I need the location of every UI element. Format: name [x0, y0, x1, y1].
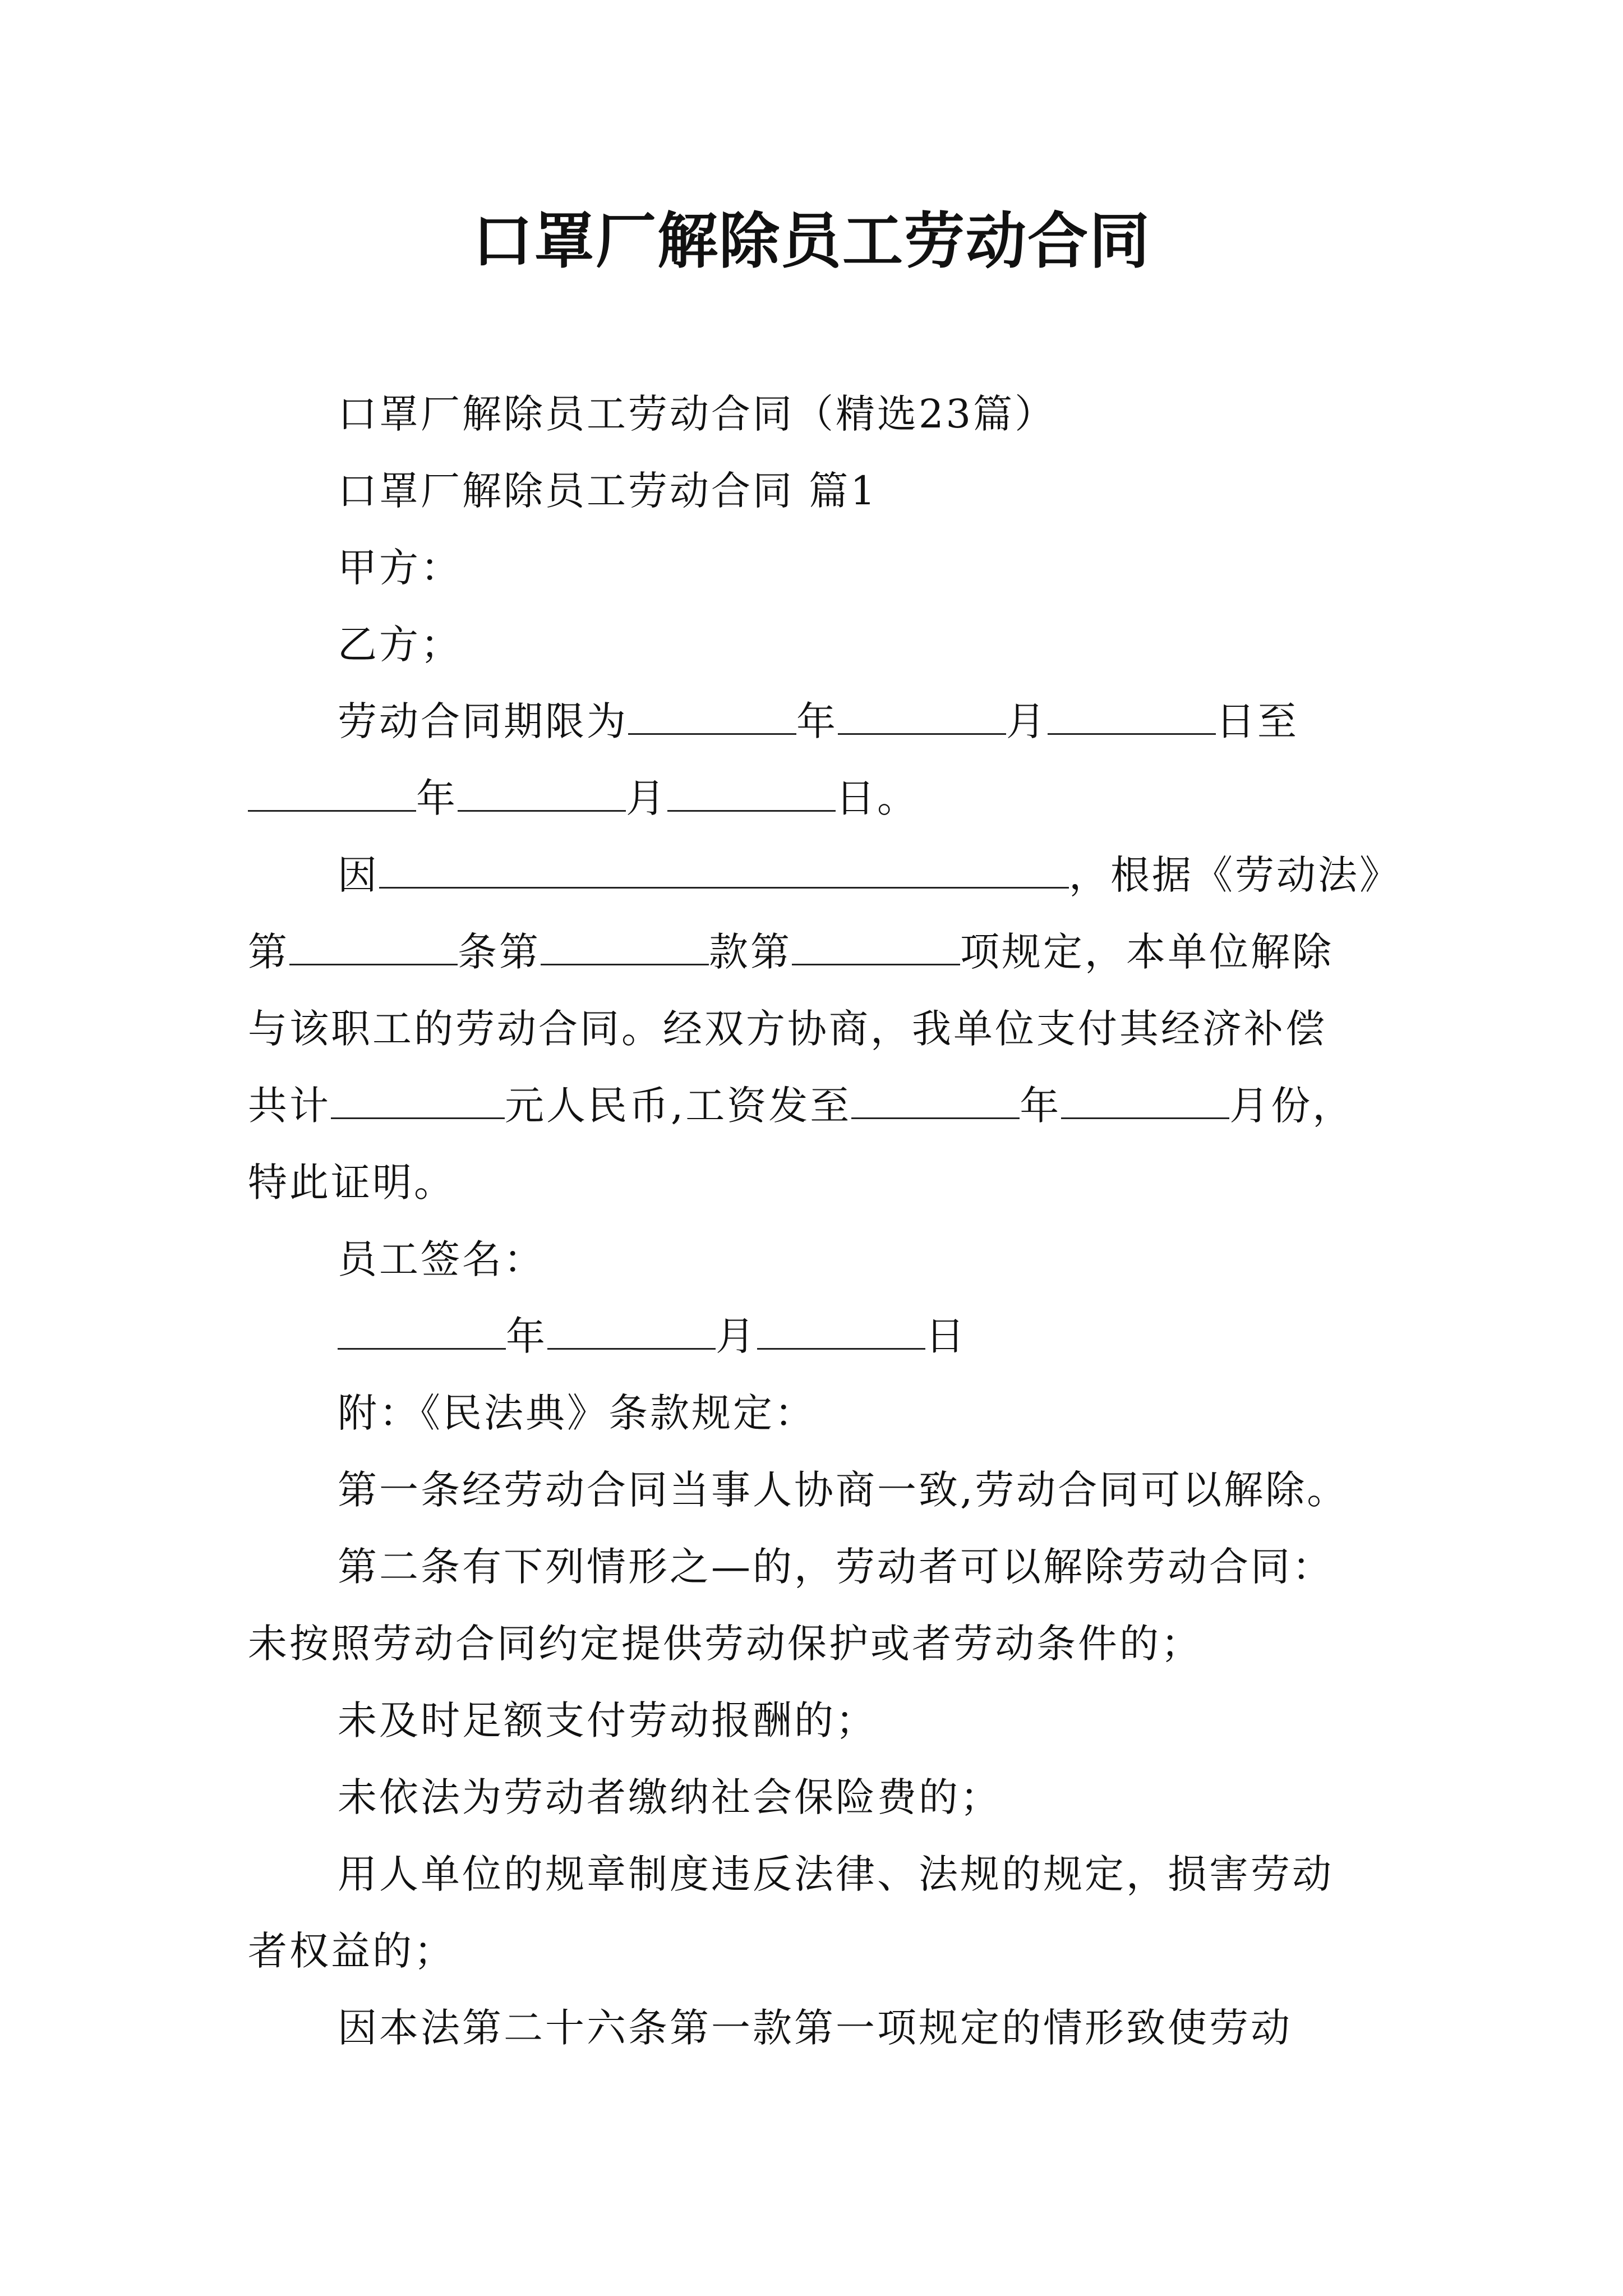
blank-pay-year [851, 1073, 1020, 1119]
reason-tiao: 条第 [458, 929, 541, 975]
term-end-month: 月 [626, 775, 667, 821]
signature-date-line [248, 1298, 1392, 1375]
blank-article [289, 919, 458, 965]
reason-kuan: 款第 [709, 929, 792, 975]
term-end-year: 年 [416, 775, 458, 821]
reason-prefix: 因 [338, 852, 379, 898]
sign-day: 日 [925, 1313, 967, 1359]
reason-yuefen: 月份， [1229, 1083, 1354, 1129]
reason-rmb: 元人民币,工资发至 [505, 1083, 852, 1129]
term-day-to: 日至 [1216, 698, 1299, 744]
reason-nian: 年 [1020, 1083, 1062, 1129]
article-2: 第二条有下列情形之—的，劳动者可以解除劳动合同： [338, 1544, 1334, 1590]
blank-reason [379, 842, 1069, 889]
term-month: 月 [1006, 698, 1048, 744]
blank-end-day [667, 765, 836, 812]
reason-line-5: 特此证明。 [248, 1159, 455, 1205]
blank-sign-year [338, 1303, 506, 1350]
reason-gongji: 共计 [248, 1083, 331, 1129]
reason-line-3: 与该职工的劳动合同。经双方协商，我单位支付其经济补偿 [248, 1006, 1327, 1052]
term-end-day: 日。 [836, 775, 919, 821]
document-body [248, 376, 1401, 2067]
sign-month: 月 [716, 1313, 757, 1359]
party-b-label: 乙方； [338, 622, 462, 668]
article-2-item-4: 用人单位的规章制度违反法律、法规的规定，损害劳动 [338, 1851, 1334, 1897]
blank-end-year [248, 765, 416, 812]
blank-start-day [1048, 688, 1216, 735]
article-2-item-1: 未按照劳动合同约定提供劳动保护或者劳动条件的； [248, 1621, 1202, 1667]
article-2-item-3: 未依法为劳动者缴纳社会保险费的； [338, 1774, 1002, 1820]
blank-sign-day [757, 1303, 925, 1350]
article-2-item-5: 因本法第二十六条第一款第一项规定的情形致使劳动 [338, 2005, 1292, 2051]
contract-term-line [248, 683, 1392, 760]
article-1: 第一条经劳动合同当事人协商一致,劳动合同可以解除。 [338, 1467, 1349, 1513]
blank-item [792, 919, 960, 965]
article-2-item-4-cont: 者权益的； [248, 1928, 455, 1974]
reason-according: ，根据《劳动法》 [1069, 852, 1401, 898]
blank-sign-month [547, 1303, 716, 1350]
blank-clause [541, 919, 709, 965]
term-prefix: 劳动合同期限为 [338, 698, 628, 744]
subtitle: 口罩厂解除员工劳动合同（精选23篇） [338, 391, 1057, 437]
reason-line-1 [248, 837, 1401, 914]
sign-year: 年 [506, 1313, 547, 1359]
reason-xiang: 项规定，本单位解除 [960, 929, 1334, 975]
reason-line-2 [248, 914, 1392, 991]
reason-di: 第 [248, 929, 289, 975]
signature-label: 员工签名： [338, 1236, 545, 1282]
reason-line-4 [248, 1068, 1392, 1144]
term-year: 年 [796, 698, 838, 744]
blank-start-year [628, 688, 796, 735]
blank-start-month [838, 688, 1006, 735]
article-2-item-2: 未及时足额支付劳动报酬的； [338, 1697, 877, 1743]
appendix-heading: 附：《民法典》条款规定： [338, 1390, 816, 1436]
blank-pay-month [1061, 1073, 1229, 1119]
document-title: 口罩厂解除员工劳动合同 [472, 206, 1151, 277]
section-heading: 口罩厂解除员工劳动合同 篇1 [338, 468, 878, 514]
contract-term-line-2 [248, 760, 1392, 837]
blank-end-month [458, 765, 626, 812]
blank-amount [331, 1073, 505, 1119]
party-a-label: 甲方： [338, 545, 462, 591]
